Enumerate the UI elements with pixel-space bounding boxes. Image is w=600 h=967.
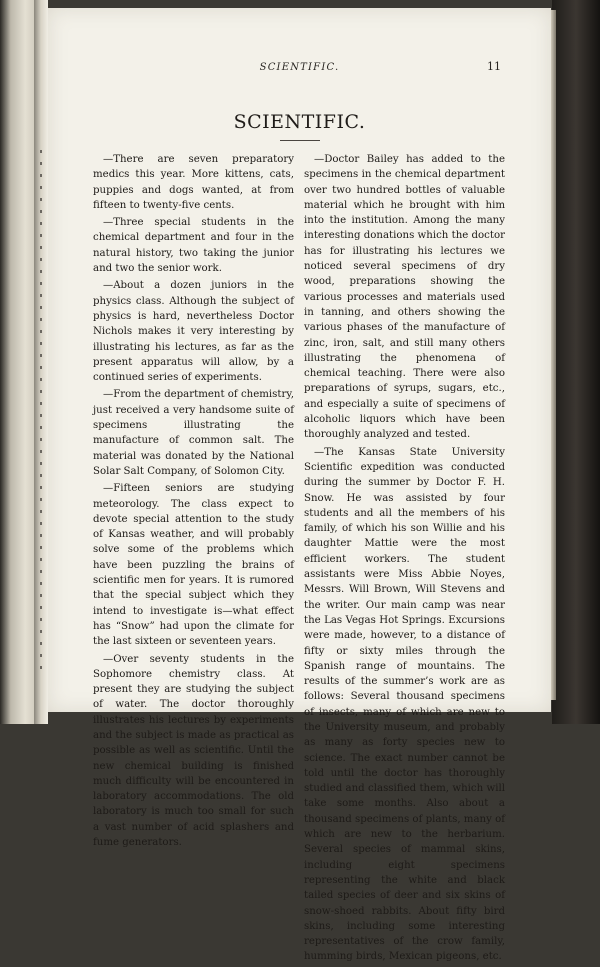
paragraph: —Three special students in the chemical department and four in the natural history, two taking the junior and two the senior work.	[93, 217, 294, 275]
right-column	[304, 152, 505, 967]
paragraph: —From the department of chemistry, just received a very handsome suite of specimens illustrating the manufacture of common salt. The material was donated by the National Solar Salt Company, of Solomon City.	[93, 389, 294, 477]
paragraph: —About a dozen juniors in the physics class. Although the subject of physics is hard, nevertheless Doctor Nichols makes it very interesting by illustrating his lectures, as far as the present apparatus will allow, by a continued series of experiments.	[93, 280, 294, 384]
paragraph: —There are seven preparatory medics this year. More kittens, cats, puppies and dogs wanted, at from fifteen to twenty-five cents.	[93, 154, 294, 211]
paragraph: —Fifteen seniors are studying meteorology. The class expect to devote special attention to the study of Kansas weather, and will probably solve some of the problems which have been puzzling the brains of scientific men for years. It is rumored that the special subject which they intend to investigate is—what effect has “Snow” had upon the climate for the last sixteen or seventeen years.	[93, 483, 294, 648]
page-title: SCIENTIFIC.	[233, 111, 366, 133]
title-rule	[280, 140, 320, 141]
scanner-background-right	[552, 0, 600, 724]
paragraph: —Over seventy students in the Sophomore chemistry class. At present they are studying the subject of water. The doctor thoroughly illustrates his lectures by experiments and the subject is made as practical as possible as well as scientific. Until the new chemical building is finished much difficulty will be encountered in laboratory accommodations. The old laboratory is much too small for such a vast number of acid splashers and fume generators.	[93, 653, 294, 849]
running-head: SCIENTIFIC.	[259, 62, 340, 73]
page-number: 11	[487, 60, 501, 73]
left-column	[93, 152, 294, 852]
scanner-background-left	[0, 0, 36, 724]
page-stack-edge	[551, 10, 556, 700]
paragraph: —The Kansas State University Scientific expedition was conducted during the summer by Doctor F. H. Snow. He was assisted by four students and all the members of his family, of which his son Willie and his daughter Mattie were the most efficient workers. The student assistants were Miss Abbie Noyes, Messrs. Will Brown, Will Stevens and the writer. Our main camp was near the Las Vegas Hot Springs. Excursions were made, however, to a distance of fifty or sixty miles through the Spanish range of mountains. The results of the summer’s work are as follows: Several thousand specimens of insects, many of which are new to the University museum, and probably as many as forty species new to science. The exact number cannot be told until the doctor has thoroughly studied and classified them, which will take some months. Also about a thousand specimens of plants, many of which are new to the herbarium. Several species of mammal skins, including eight specimens representing the white and black tailed species of deer and six skins of snow-shoed rabbits. About fifty bird skins, including some interesting representatives of the crow family, humming birds, Mexican pigeons, etc.	[304, 446, 505, 963]
paragraph: —Doctor Bailey has added to the specimens in the chemical department over two hundred bottles of valuable material which he brought with him into the institution. Among the many interesting donations which the doctor has for illustrating his lectures we noticed several specimens of dry wood, preparations showing the various processes and materials used in tanning, and others showing the various phases of the manufacture of zinc, iron, salt, and still many others illustrating the phenomena of chemical teaching. There were also preparations of syrups, sugars, etc., and especially a suite of specimens of alcoholic liquors which have been thoroughly analyzed and tested.	[304, 154, 505, 441]
binding-stitches	[40, 150, 42, 670]
book-page	[48, 8, 551, 963]
